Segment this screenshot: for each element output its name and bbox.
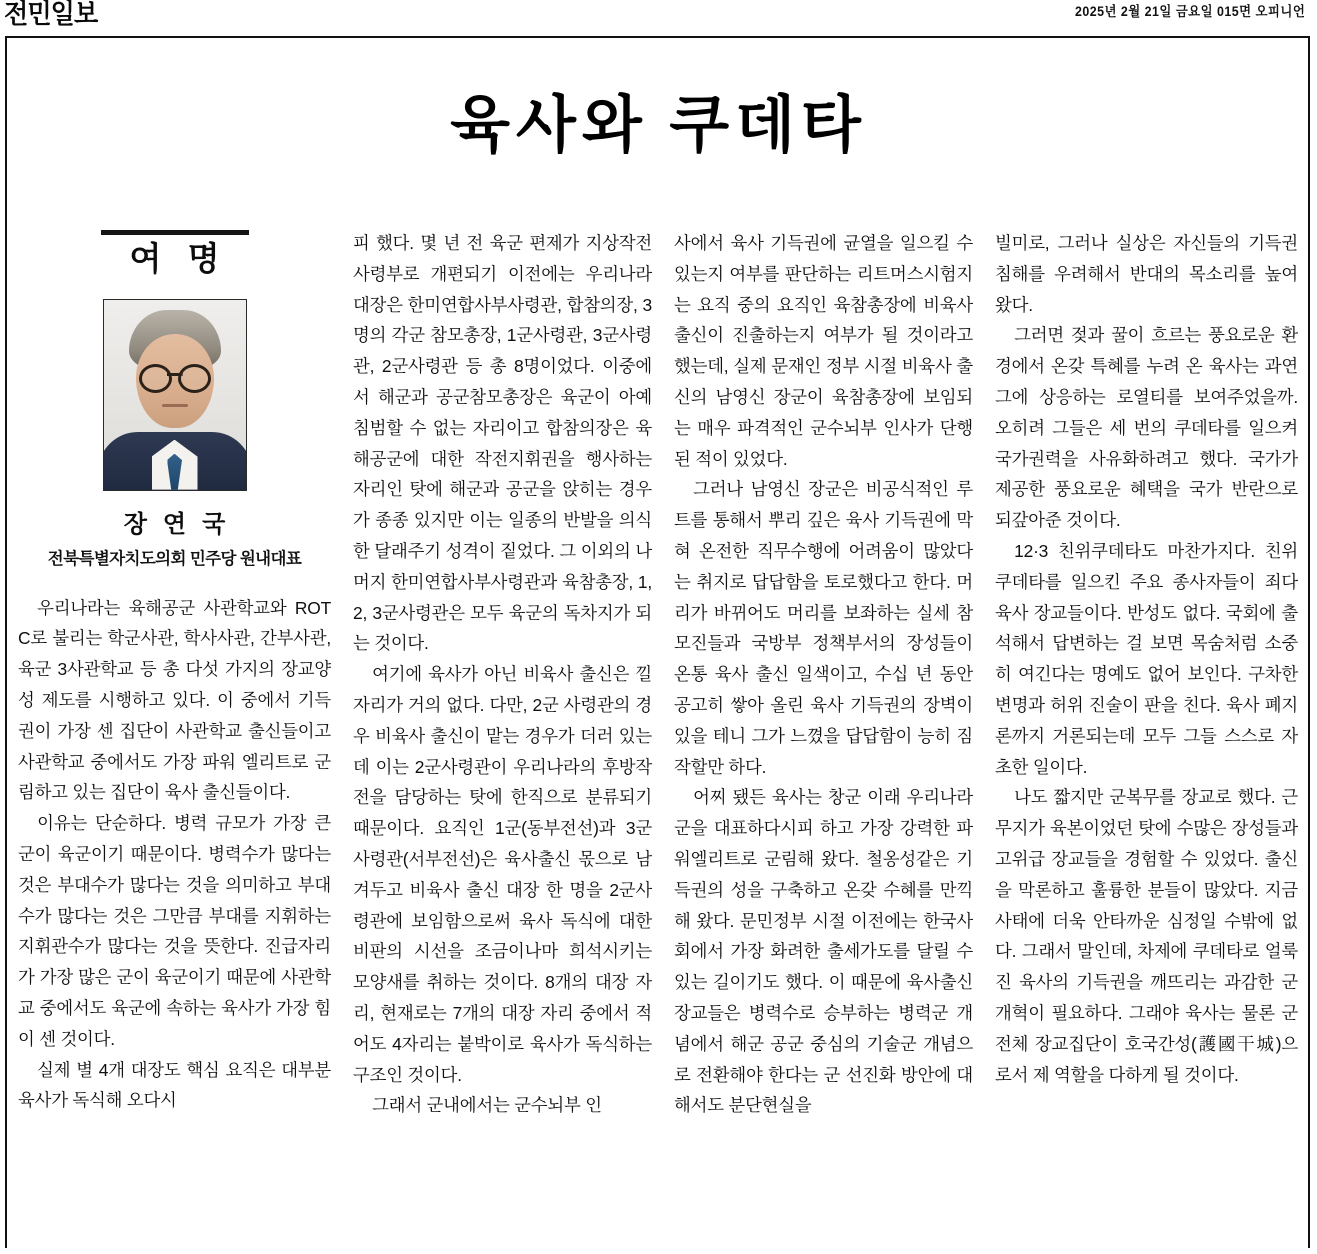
paragraph: 그러나 남영신 장군은 비공식적인 루트를 통해서 뿌리 깊은 육사 기득권에 막혀 온전한 직무수행에 어려움이 많았다는 취지로 답답함을 토로했다고 한다. 머리가 바뀌어도 머리를 보좌하는 실세 참모진들과 국방부 정책부서의 장성들이 온통 육사 출신 일색이고, 수십 년 동안 공고히 쌓아 올린 육사 기득권의 장벽이 있을 테니 그가 느꼈을 답답함이 능히 짐작할만 하다. — [674, 479, 973, 777]
paragraph: 이유는 단순하다. 병력 규모가 가장 큰 군이 육군이기 때문이다. 병력수가 많다는 것은 부대수가 많다는 것을 의미하고 부대수가 많다는 것은 그만큼 부대를 지휘하는 지휘관수가 많다는 것을 뜻한다. 진급자리가 가장 많은 군이 육군이기 때문에 사관학교 중에서도 육군에 속하는 육사가 가장 힘이 센 것이다. — [18, 813, 331, 1049]
article-headline: 육사와 쿠데타 — [450, 91, 867, 160]
paragraph: 그래서 군내에서는 군수뇌부 인 — [372, 1095, 602, 1116]
glasses-right-lens — [178, 364, 211, 393]
article-column-4 — [981, 228, 1302, 1228]
dateline: 2025년 2월 21일 금요일 015면 오피니언 — [1074, 4, 1305, 19]
column-1-text — [18, 593, 331, 1117]
portrait-mouth — [162, 404, 188, 407]
paragraph: 나도 짧지만 군복무를 장교로 했다. 근무지가 육본이었던 탓에 수많은 장성들과 고위급 장교들을 경험할 수 있었다. 출신을 막론하고 훌륭한 분들이 많았다. 지금 사태에 더욱 안타까운 심정일 수밖에 없다. 그래서 말인데, 차제에 쿠데타로 얼룩진 육사의 기득권을 깨뜨리는 과감한 군 개혁이 필요하다. 그래야 육사는 물론 군 전체 장교집단이 호국간성(護國干城)으로서 제 역할을 다하게 될 것이다. — [995, 787, 1298, 1085]
author-name: 장 연 국 — [123, 511, 231, 538]
portrait-glasses-icon — [138, 364, 212, 388]
author-portrait-photo — [103, 299, 247, 491]
paragraph: 사에서 육사 기득권에 균열을 일으킬 수 있는지 여부를 판단하는 리트머스시험지는 요직 중의 요직인 육참총장에 비육사 출신이 진출하는지 여부가 될 것이라고 했는데, 실제 문재인 정부 시절 비육사 출신의 남영신 장군이 육참총장에 보임되는 매우 파격적인 군수뇌부 인사가 단행된 적이 있었다. — [674, 233, 973, 469]
article-column-2 — [339, 228, 660, 1228]
paragraph: 피 했다. 몇 년 전 육군 편제가 지상작전사령부로 개편되기 이전에는 우리나라 대장은 한미연합사부사령관, 합참의장, 3명의 각군 참모총장, 1군사령관, 3군사령관, 2군사령관 등 총 8명이었다. 이중에서 해군과 공군참모총장은 육군이 아예 침범할 수 없는 자리이고 합참의장은 육해공군에 대한 작전지휘권을 행사하는 자리인 탓에 해군과 공군을 앉히는 경우가 종종 있지만 이는 일종의 반발을 의식한 달래주기 성격이 짙었다. 그 이외의 나머지 한미연합사부사령관과 육참총장, 1, 2, 3군사령관은 모두 육군의 독차지가 되는 것이다. — [353, 233, 652, 654]
masthead — [0, 0, 1317, 36]
paragraph: 여기에 육사가 아닌 비육사 출신은 낄 자리가 거의 없다. 다만, 2군 사령관의 경우 비육사 출신이 맡는 경우가 더러 있는데 이는 2군사령관이 우리나라의 후방작전을 담당하는 탓에 한직으로 분류되기 때문이다. 요직인 1군(동부전선)과 3군 사령관(서부전선)은 육사출신 몫으로 남겨두고 비육사 출신 대장 한 명을 2군사령관에 보임함으로써 육사 독식에 대한 비판의 시선을 조금이나마 희석시키는 모양새를 취하는 것이다. 8개의 대장 자리, 현재로는 7개의 대장 자리 중에서 적어도 4자리는 붙박이로 육사가 독식하는 구조인 것이다. — [353, 664, 652, 1085]
column-3-text — [674, 228, 973, 1121]
column-2-text — [353, 228, 652, 1121]
headline-container — [0, 52, 1317, 200]
paragraph: 우리나라는 육해공군 사관학교와 ROTC로 불리는 학군사관, 학사사관, 간부사관, 육군 3사관학교 등 총 다섯 가지의 장교양성 제도를 시행하고 있다. 이 중에서 기득권이 가장 센 집단이 사관학교 출신들이고 사관학교 중에서도 가장 파워 엘리트로 군림하고 있는 집단이 육사 출신들이다. — [18, 597, 331, 803]
column-brand-name: 여 명 — [129, 242, 229, 278]
column-brand-rule — [101, 230, 249, 235]
paragraph: 실제 별 4개 대장도 핵심 요직은 대부분 육사가 독식해 오다시 — [18, 1059, 331, 1111]
newspaper-name: 전민일보 — [4, 0, 98, 29]
paragraph: 그러면 젖과 꿀이 흐르는 풍요로운 환경에서 온갖 특혜를 누려 온 육사는 과연 그에 상응하는 로열티를 보여주었을까. 오히려 그들은 세 번의 쿠데타를 일으켜 국가권력을 사유화하려고 했다. 국가가 제공한 풍요로운 혜택을 국가 반란으로 되갚아준 것이다. — [995, 325, 1298, 531]
paragraph: 빌미로, 그러나 실상은 자신들의 기득권 침해를 우려해서 반대의 목소리를 높여 왔다. — [995, 233, 1298, 315]
article-column-3 — [660, 228, 981, 1228]
paragraph: 어찌 됐든 육사는 창군 이래 우리나라 군을 대표하다시피 하고 가장 강력한 파워엘리트로 군림해 왔다. 철옹성같은 기득권의 성을 구축하고 온갖 수혜를 만끽해 왔다. 문민정부 시절 이전에는 한국사회에서 가장 화려한 출세가도를 달릴 수 있는 길이기도 했다. 이 때문에 육사출신 장교들은 병력수로 승부하는 병력군 개념에서 해군 공군 중심의 기술군 개념으로 전환해야 한다는 군 선진화 방안에 대해서도 분단현실을 — [674, 787, 973, 1116]
article-columns — [18, 228, 1302, 1228]
author-title: 전북특별자치도의회 민주당 원내대표 — [47, 549, 302, 568]
article-column-1 — [18, 228, 339, 1228]
column-4-text — [995, 228, 1298, 1090]
glasses-left-lens — [139, 364, 172, 393]
paragraph: 12·3 친위쿠데타도 마찬가지다. 친위쿠데타를 일으킨 주요 종사자들이 죄다 육사 장교들이다. 반성도 없다. 국회에 출석해서 답변하는 걸 보면 목숨처럼 소중히 여긴다는 명예도 없어 보인다. 구차한 변명과 허위 진술이 판을 친다. 육사 폐지론까지 거론되는데 모두 그들 스스로 자초한 일이다. — [995, 540, 1298, 777]
